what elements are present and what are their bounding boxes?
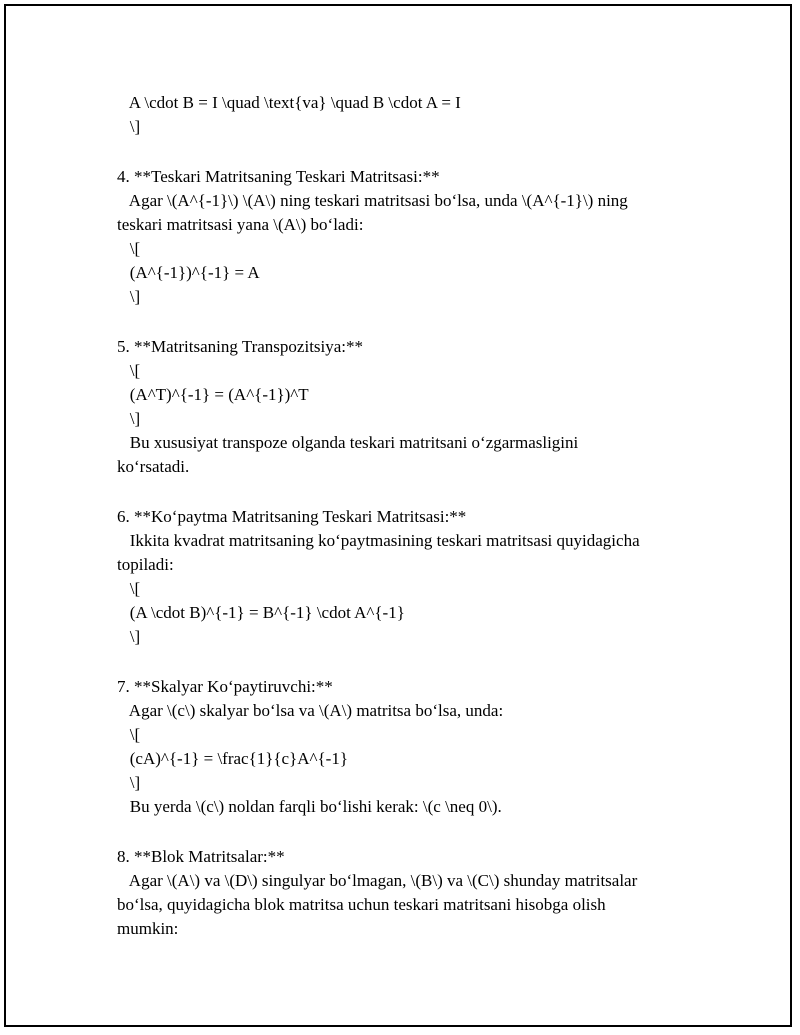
section-heading: 8. **Blok Matritsalar:** bbox=[117, 847, 285, 866]
text-line: \] bbox=[117, 627, 141, 646]
blank-line bbox=[117, 819, 697, 845]
section-heading: 5. **Matritsaning Transpozitsiya:** bbox=[117, 337, 364, 356]
text-line: Agar \(c\) skalyar bo‘lsa va \(A\) matritsa bo‘lsa, unda: bbox=[117, 701, 504, 720]
text-line: ko‘rsatadi. bbox=[117, 457, 190, 476]
text-line: A \cdot B = I \quad \text{va} \quad B \cdot A = I bbox=[117, 93, 461, 112]
text-line: \] bbox=[117, 287, 141, 306]
text-line: bo‘lsa, quyidagicha blok matritsa uchun teskari matritsani hisobga olish bbox=[117, 895, 606, 914]
section-heading: 7. **Skalyar Ko‘paytiruvchi:** bbox=[117, 677, 333, 696]
text-line: mumkin: bbox=[117, 919, 179, 938]
text-line: Ikkita kvadrat matritsaning ko‘paytmasining teskari matritsasi quyidagicha bbox=[117, 531, 640, 550]
blank-line bbox=[117, 309, 697, 335]
formula-line: (A^{-1})^{-1} = A bbox=[117, 263, 260, 282]
formula-line: (A \cdot B)^{-1} = B^{-1} \cdot A^{-1} bbox=[117, 603, 405, 622]
formula-line: (cA)^{-1} = \frac{1}{c}A^{-1} bbox=[117, 749, 348, 768]
text-line: Bu xususiyat transpoze olganda teskari matritsani o‘zgarmasligini bbox=[117, 433, 579, 452]
blank-line bbox=[117, 649, 697, 675]
section-heading: 4. **Teskari Matritsaning Teskari Matritsasi:** bbox=[117, 167, 440, 186]
text-line: Bu yerda \(c\) noldan farqli bo‘lishi kerak: \(c \neq 0\). bbox=[117, 797, 502, 816]
text-line: \] bbox=[117, 409, 141, 428]
blank-line bbox=[117, 479, 697, 505]
text-line: \[ bbox=[117, 579, 141, 598]
text-line: Agar \(A\) va \(D\) singulyar bo‘lmagan, \(B\) va \(C\) shunday matritsalar bbox=[117, 871, 638, 890]
formula-line: (A^T)^{-1} = (A^{-1})^T bbox=[117, 385, 309, 404]
text-line: \[ bbox=[117, 361, 141, 380]
text-line: \] bbox=[117, 773, 141, 792]
text-line: topiladi: bbox=[117, 555, 174, 574]
text-line: teskari matritsasi yana \(A\) bo‘ladi: bbox=[117, 215, 364, 234]
section-heading: 6. **Ko‘paytma Matritsaning Teskari Matritsasi:** bbox=[117, 507, 467, 526]
document-body bbox=[117, 91, 697, 941]
text-line: \[ bbox=[117, 725, 141, 744]
text-line: \] bbox=[117, 117, 141, 136]
text-line: \[ bbox=[117, 239, 141, 258]
text-line: Agar \(A^{-1}\) \(A\) ning teskari matritsasi bo‘lsa, unda \(A^{-1}\) ning bbox=[117, 191, 628, 210]
blank-line bbox=[117, 139, 697, 165]
